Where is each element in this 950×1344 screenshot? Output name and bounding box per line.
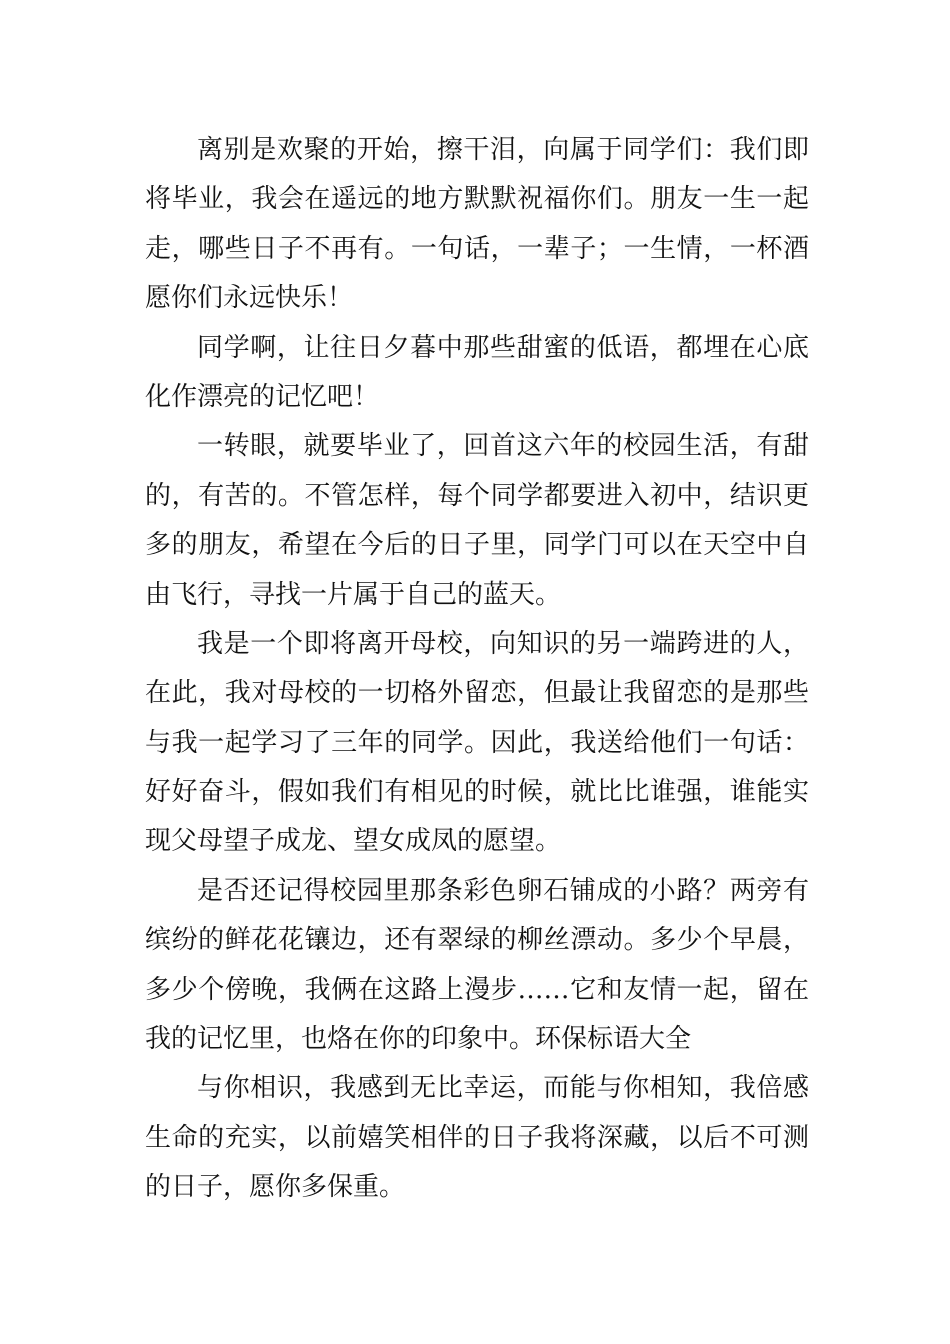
paragraph-5 (145, 867, 809, 1065)
paragraph-6 (145, 1064, 809, 1212)
text-line: 我是一个即将离开母校，向知识的另一端跨进的人， (197, 628, 809, 659)
text-line: 走，哪些日子不再有。一句话，一辈子；一生情，一杯酒 (145, 233, 809, 264)
text-line: 愿你们永远快乐！ (145, 283, 354, 314)
text-line: 与你相识，我感到无比幸运，而能与你相知，我倍感 (197, 1073, 809, 1104)
text-line: 现父母望子成龙、望女成凤的愿望。 (145, 826, 562, 857)
text-line: 同学啊，让往日夕暮中那些甜蜜的低语，都埋在心底 (197, 332, 809, 363)
text-line: 好好奋斗，假如我们有相见的时候，就比比谁强，谁能实 (145, 777, 809, 808)
text-line: 的，有苦的。不管怎样，每个同学都要进入初中，结识更 (145, 480, 809, 511)
text-line: 由飞行，寻找一片属于自己的蓝天。 (145, 579, 562, 610)
paragraph-4 (145, 620, 809, 867)
paragraph-2 (145, 324, 809, 423)
paragraph-1 (145, 126, 809, 324)
text-line: 多少个傍晚，我俩在这路上漫步……它和友情一起，留在 (145, 974, 809, 1005)
text-line: 生命的充实，以前嬉笑相伴的日子我将深藏，以后不可测 (145, 1122, 809, 1153)
text-line: 将毕业，我会在遥远的地方默默祝福你们。朋友一生一起 (145, 184, 809, 215)
document-body (145, 126, 809, 1213)
text-line: 多的朋友，希望在今后的日子里，同学门可以在天空中自 (145, 530, 809, 561)
text-line: 离别是欢聚的开始，擦干泪，向属于同学们：我们即 (197, 135, 809, 165)
text-line: 与我一起学习了三年的同学。因此，我送给他们一句话： (145, 727, 809, 758)
text-line: 缤纷的鲜花花镶边，还有翠绿的柳丝漂动。多少个早晨， (145, 925, 809, 956)
paragraph-3 (145, 422, 809, 620)
text-line: 的日子，愿你多保重。 (145, 1172, 406, 1203)
text-line: 一转眼，就要毕业了，回首这六年的校园生活，有甜 (197, 431, 809, 462)
text-line: 是否还记得校园里那条彩色卵石铺成的小路？两旁有 (197, 875, 809, 906)
text-line: 化作漂亮的记忆吧！ (145, 381, 380, 412)
text-line: 在此，我对母校的一切格外留恋，但最让我留恋的是那些 (145, 678, 809, 709)
text-line: 我的记忆里，也烙在你的印象中。环保标语大全 (145, 1024, 692, 1055)
